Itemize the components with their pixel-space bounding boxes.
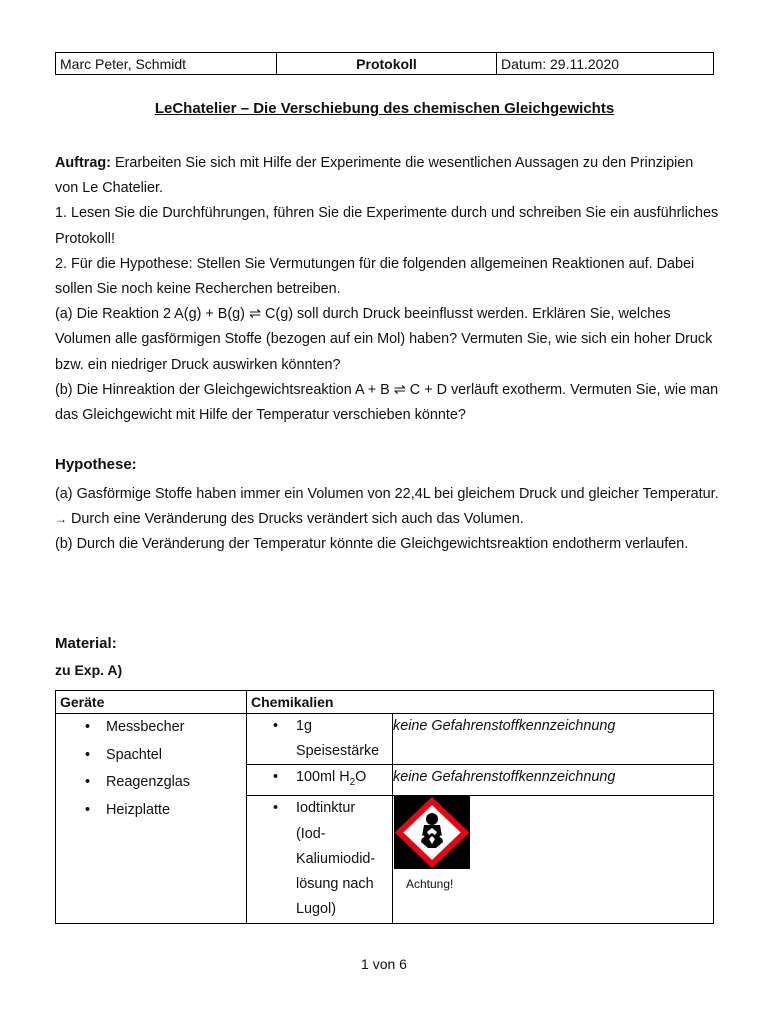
chem-name-2	[247, 765, 392, 795]
material-table	[55, 690, 714, 924]
chem-2-post: O	[355, 769, 367, 786]
col-geraete-header: Geräte	[56, 691, 247, 714]
hazard-cell: keine Gefahrenstoffkennzeichnung	[393, 714, 714, 765]
material-heading: Material:	[55, 635, 117, 652]
auftrag-item-b: (b) Die Hinreaktion der Gleichgewichtsreaktion A + B ⇌ C + D verläuft exotherm. Vermuten Sie, wie man das Gleichgewicht mit Hilfe der Temperatur verschieben könnte?	[55, 381, 719, 424]
chem-name-1: • 1g Speisestärke	[247, 714, 392, 764]
hypothese-section	[55, 482, 720, 558]
hazard-cell: keine Gefahrenstoffkennzeichnung	[393, 765, 714, 796]
table-row	[56, 714, 714, 765]
auftrag-label: Auftrag:	[55, 155, 111, 171]
hypothese-arrow-text: Durch eine Veränderung des Drucks verändert sich auch das Volumen.	[67, 511, 524, 528]
hypothese-arrow-line	[55, 507, 720, 532]
list-item: • Reagenzglas	[56, 769, 246, 797]
table-header-row	[56, 691, 714, 714]
list-item: • Messbecher	[56, 714, 246, 742]
chem-cell	[247, 796, 393, 923]
header-table	[55, 52, 714, 75]
auftrag-item-2: 2. Für die Hypothese: Stellen Sie Vermutungen für die folgenden allgemeinen Reaktionen auf. Dabei sollen Sie noch keine Recherchen betreiben.	[55, 255, 695, 298]
date-cell: Datum: 29.11.2020	[497, 53, 714, 75]
auftrag-section	[55, 151, 720, 428]
auftrag-item-1: 1. Lesen Sie die Durchführungen, führen Sie die Experimente durch und schreiben Sie ein ausführliches Protokoll!	[55, 205, 719, 247]
document-title: LeChatelier – Die Verschiebung des chemischen Gleichgewichts	[154, 100, 615, 117]
exp-a-heading: zu Exp. A)	[55, 662, 123, 678]
author-cell: Marc Peter, Schmidt	[56, 53, 277, 75]
doc-type-cell: Protokoll	[277, 53, 497, 75]
chem-cell	[247, 765, 393, 796]
hazard-signal-word: Achtung!	[406, 877, 454, 892]
auftrag-intro	[55, 151, 720, 201]
chem-2-sub: 2	[349, 777, 356, 789]
ghs08-health-hazard-icon	[394, 796, 470, 869]
chem-name-3: • Iodtinktur (Iod-Kaliumiodid-lösung nach Lugol)	[247, 796, 392, 922]
chem-cell	[247, 714, 393, 765]
auftrag-intro-text: Erarbeiten Sie sich mit Hilfe der Experimente die wesentlichen Aussagen zu den Prinzipien von Le Chatelier.	[55, 155, 694, 197]
geraete-cell	[56, 714, 247, 924]
hypothese-b: (b) Durch die Veränderung der Temperatur könnte die Gleichgewichtsreaktion endotherm verlaufen.	[55, 536, 689, 553]
geraete-list	[56, 714, 246, 824]
list-item: • Spachtel	[56, 742, 246, 770]
hypothese-a: (a) Gasförmige Stoffe haben immer ein Volumen von 22,4L bei gleichem Druck und gleicher Temperatur.	[55, 486, 719, 502]
list-item: • Heizplatte	[56, 797, 246, 825]
page-number: 1 von 6	[361, 956, 407, 972]
col-chemikalien-header: Chemikalien	[247, 691, 714, 714]
hazard-cell	[393, 796, 714, 923]
chem-2-pre: 100ml H	[296, 769, 350, 786]
arrow-icon: →	[55, 512, 67, 527]
hypothese-heading: Hypothese:	[55, 456, 137, 473]
auftrag-item-a: (a) Die Reaktion 2 A(g) + B(g) ⇌ C(g) soll durch Druck beeinflusst werden. Erklären Sie, welches Volumen alle gasförmigen Stoffe (bezogen auf ein Mol) haben? Vermuten Sie, wie sich ein hoher Druck bzw. ein niedriger Druck auswirken könnten?	[55, 306, 713, 373]
